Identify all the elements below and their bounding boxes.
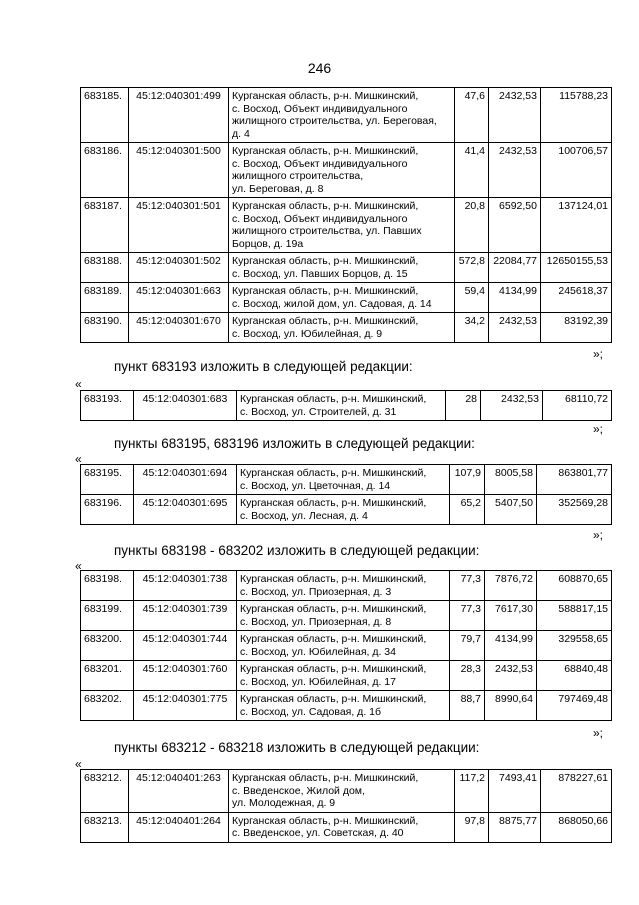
table-row xyxy=(81,88,612,143)
cadastral-value-cell: 352569,28 xyxy=(537,495,612,525)
item-number-cell: 683193. xyxy=(81,391,134,421)
table-row xyxy=(81,601,612,631)
closing-quote: »; xyxy=(593,347,604,361)
cadastral-value-cell: 608870,65 xyxy=(537,571,612,601)
cadastral-value-cell: 115788,23 xyxy=(541,88,612,143)
cadastral-number-cell: 45:12:040301:683 xyxy=(134,391,237,421)
unit-value-cell: 2432,53 xyxy=(489,143,541,198)
table-row xyxy=(81,465,612,495)
cadastral-value-cell: 878227,61 xyxy=(541,770,612,813)
cadastral-value-cell: 12650155,53 xyxy=(541,253,612,283)
item-number-cell: 683196. xyxy=(81,495,134,525)
registry-table-5 xyxy=(80,769,612,843)
address-line: Курганская область, р-н. Мишкинский, xyxy=(240,633,427,645)
cadastral-number-cell: 45:12:040301:694 xyxy=(134,465,237,495)
address-line: с. Введенское, Жилой дом, xyxy=(232,784,365,797)
table-row xyxy=(81,661,612,691)
table-row xyxy=(81,391,612,421)
table-row xyxy=(81,812,612,842)
table-row xyxy=(81,143,612,198)
table-row xyxy=(81,495,612,525)
table-row xyxy=(81,691,612,721)
address-line: Курганская область, р-н. Мишкинский, xyxy=(240,497,427,509)
area-cell: 59,4 xyxy=(455,283,489,313)
area-cell: 28 xyxy=(446,391,481,421)
address-line: Курганская область, р-н. Мишкинский, xyxy=(232,255,419,267)
cadastral-value-cell: 100706,57 xyxy=(541,143,612,198)
area-cell: 572,8 xyxy=(455,253,489,283)
cadastral-value-cell: 868050,66 xyxy=(541,812,612,842)
address-line: ул. Молодежная, д. 9 xyxy=(232,797,336,809)
cadastral-value-cell: 83192,39 xyxy=(541,313,612,343)
address-cell xyxy=(229,812,455,842)
item-number-cell: 683187. xyxy=(81,198,129,253)
item-number-cell: 683185. xyxy=(81,88,129,143)
cadastral-number-cell: 45:12:040301:499 xyxy=(129,88,229,143)
address-line: с. Восход, ул. Приозерная, д. 8 xyxy=(240,615,392,628)
address-line: с. Восход, ул. Юбилейная, д. 9 xyxy=(232,327,383,340)
address-cell xyxy=(229,283,455,313)
item-number-cell: 683190. xyxy=(81,313,129,343)
address-cell xyxy=(237,465,450,495)
unit-value-cell: 8005,58 xyxy=(485,465,537,495)
address-line: с. Восход, ул. Цветочная, д. 14 xyxy=(240,479,391,492)
cadastral-value-cell: 68110,72 xyxy=(543,391,612,421)
registry-table-1 xyxy=(80,87,612,343)
area-cell: 20,8 xyxy=(455,198,489,253)
address-line: с. Восход, ул. Приозерная, д. 3 xyxy=(240,585,392,598)
cadastral-number-cell: 45:12:040301:739 xyxy=(134,601,237,631)
address-line: с. Восход, ул. Юбилейная, д. 34 xyxy=(240,645,396,658)
item-number-cell: 683201. xyxy=(81,661,134,691)
area-cell: 65,2 xyxy=(450,495,485,525)
table-row xyxy=(81,198,612,253)
amendment-paragraph: пункты 683195, 683196 изложить в следующей редакции: xyxy=(114,436,475,451)
unit-value-cell: 7617,30 xyxy=(485,601,537,631)
address-line: Курганская область, р-н. Мишкинский, xyxy=(232,814,419,827)
unit-value-cell: 7493,41 xyxy=(489,770,541,813)
closing-quote: »; xyxy=(593,726,604,740)
address-line: Курганская область, р-н. Мишкинский, xyxy=(240,603,427,615)
table-row xyxy=(81,313,612,343)
opening-quote: « xyxy=(75,757,82,771)
address-line: Курганская область, р-н. Мишкинский, xyxy=(240,467,427,479)
area-cell: 34,2 xyxy=(455,313,489,343)
address-line: с. Восход, Объект индивидуального xyxy=(232,102,408,115)
area-cell: 79,7 xyxy=(450,631,485,661)
cadastral-value-cell: 137124,01 xyxy=(541,198,612,253)
item-number-cell: 683189. xyxy=(81,283,129,313)
table-row xyxy=(81,283,612,313)
unit-value-cell: 4134,99 xyxy=(485,631,537,661)
address-line: Курганская область, р-н. Мишкинский, xyxy=(240,693,427,705)
cadastral-number-cell: 45:12:040301:501 xyxy=(129,198,229,253)
cadastral-number-cell: 45:12:040301:738 xyxy=(134,571,237,601)
address-line: с. Восход, Объект индивидуального xyxy=(232,157,408,170)
address-line: ул. Береговая, д. 8 xyxy=(232,182,324,195)
table-row xyxy=(81,253,612,283)
unit-value-cell: 4134,99 xyxy=(489,283,541,313)
address-line: с. Восход, ул. Строителей, д. 31 xyxy=(240,405,397,418)
cadastral-value-cell: 329558,65 xyxy=(537,631,612,661)
opening-quote: « xyxy=(75,377,82,391)
item-number-cell: 683186. xyxy=(81,143,129,198)
address-cell xyxy=(229,198,455,253)
address-line: Курганская область, р-н. Мишкинский, xyxy=(240,573,427,585)
address-line: с. Восход, Объект индивидуального xyxy=(232,212,408,225)
registry-table-4 xyxy=(80,570,612,721)
closing-quote: »; xyxy=(593,422,604,436)
amendment-paragraph: пункт 683193 изложить в следующей редакции: xyxy=(114,359,413,374)
address-cell xyxy=(237,391,446,421)
area-cell: 107,9 xyxy=(450,465,485,495)
address-cell xyxy=(237,631,450,661)
area-cell: 47,6 xyxy=(455,88,489,143)
address-line: Курганская область, р-н. Мишкинский, xyxy=(240,663,427,675)
address-cell xyxy=(229,313,455,343)
address-line: Курганская область, р-н. Мишкинский, xyxy=(232,772,419,784)
item-number-cell: 683200. xyxy=(81,631,134,661)
unit-value-cell: 7876,72 xyxy=(485,571,537,601)
cadastral-value-cell: 863801,77 xyxy=(537,465,612,495)
unit-value-cell: 2432,53 xyxy=(485,661,537,691)
unit-value-cell: 22084,77 xyxy=(489,253,541,283)
table-row xyxy=(81,631,612,661)
area-cell: 88,7 xyxy=(450,691,485,721)
address-line: Курганская область, р-н. Мишкинский, xyxy=(232,285,419,297)
cadastral-value-cell: 797469,48 xyxy=(537,691,612,721)
cadastral-value-cell: 245618,37 xyxy=(541,283,612,313)
amendment-paragraph: пункты 683198 - 683202 изложить в следующей редакции: xyxy=(114,543,480,558)
address-cell xyxy=(237,495,450,525)
address-line: с. Восход, ул. Юбилейная, д. 17 xyxy=(240,675,396,688)
unit-value-cell: 2432,53 xyxy=(489,313,541,343)
address-line: Курганская область, р-н. Мишкинский, xyxy=(240,393,427,405)
area-cell: 77,3 xyxy=(450,571,485,601)
cadastral-number-cell: 45:12:040301:775 xyxy=(134,691,237,721)
cadastral-number-cell: 45:12:040301:744 xyxy=(134,631,237,661)
cadastral-number-cell: 45:12:040301:663 xyxy=(129,283,229,313)
unit-value-cell: 2432,53 xyxy=(481,391,543,421)
address-line: с. Восход, ул. Лесная, д. 4 xyxy=(240,509,368,522)
address-cell xyxy=(237,691,450,721)
unit-value-cell: 6592,50 xyxy=(489,198,541,253)
address-line: Курганская область, р-н. Мишкинский, xyxy=(232,200,419,212)
opening-quote: « xyxy=(75,559,82,573)
area-cell: 41,4 xyxy=(455,143,489,198)
address-cell xyxy=(229,253,455,283)
area-cell: 77,3 xyxy=(450,601,485,631)
address-cell xyxy=(237,601,450,631)
amendment-paragraph: пункты 683212 - 683218 изложить в следующей редакции: xyxy=(114,740,480,755)
address-cell xyxy=(237,571,450,601)
address-line: Курганская область, р-н. Мишкинский, xyxy=(232,145,419,157)
opening-quote: « xyxy=(75,452,82,466)
area-cell: 97,8 xyxy=(455,812,489,842)
cadastral-number-cell: 45:12:040301:502 xyxy=(129,253,229,283)
cadastral-number-cell: 45:12:040301:500 xyxy=(129,143,229,198)
item-number-cell: 683212. xyxy=(81,770,129,813)
item-number-cell: 683195. xyxy=(81,465,134,495)
address-cell xyxy=(229,770,455,813)
item-number-cell: 683202. xyxy=(81,691,134,721)
area-cell: 117,2 xyxy=(455,770,489,813)
address-line: жилищного строительства, xyxy=(232,170,364,182)
unit-value-cell: 8875,77 xyxy=(489,812,541,842)
cadastral-number-cell: 45:12:040401:263 xyxy=(129,770,229,813)
unit-value-cell: 2432,53 xyxy=(489,88,541,143)
page-number: 246 xyxy=(307,60,332,76)
address-line: с. Восход, ул. Садовая, д. 1б xyxy=(240,705,382,718)
address-line: Курганская область, р-н. Мишкинский, xyxy=(232,90,419,102)
address-line: Борцов, д. 19а xyxy=(232,237,304,250)
address-line: с. Введенское, ул. Советская, д. 40 xyxy=(232,827,404,839)
cadastral-number-cell: 45:12:040301:760 xyxy=(134,661,237,691)
item-number-cell: 683188. xyxy=(81,253,129,283)
cadastral-number-cell: 45:12:040401:264 xyxy=(129,812,229,842)
item-number-cell: 683198. xyxy=(81,571,134,601)
registry-table-3 xyxy=(80,464,612,525)
address-line: Курганская область, р-н. Мишкинский, xyxy=(232,315,419,327)
unit-value-cell: 5407,50 xyxy=(485,495,537,525)
registry-table-2 xyxy=(80,390,612,421)
address-line: с. Восход, жилой дом, ул. Садовая, д. 14 xyxy=(232,297,432,310)
area-cell: 28,3 xyxy=(450,661,485,691)
address-line: д. 4 xyxy=(232,127,250,140)
address-cell xyxy=(237,661,450,691)
address-cell xyxy=(229,88,455,143)
unit-value-cell: 8990,64 xyxy=(485,691,537,721)
address-line: с. Восход, ул. Павших Борцов, д. 15 xyxy=(232,267,408,280)
closing-quote: »; xyxy=(593,528,604,542)
address-line: жилищного строительства, ул. Павших xyxy=(232,225,422,237)
item-number-cell: 683199. xyxy=(81,601,134,631)
address-line: жилищного строительства, ул. Береговая, xyxy=(232,115,437,127)
table-row xyxy=(81,770,612,813)
cadastral-number-cell: 45:12:040301:670 xyxy=(129,313,229,343)
cadastral-value-cell: 68840,48 xyxy=(537,661,612,691)
cadastral-number-cell: 45:12:040301:695 xyxy=(134,495,237,525)
address-cell xyxy=(229,143,455,198)
cadastral-value-cell: 588817,15 xyxy=(537,601,612,631)
table-row xyxy=(81,571,612,601)
item-number-cell: 683213. xyxy=(81,812,129,842)
